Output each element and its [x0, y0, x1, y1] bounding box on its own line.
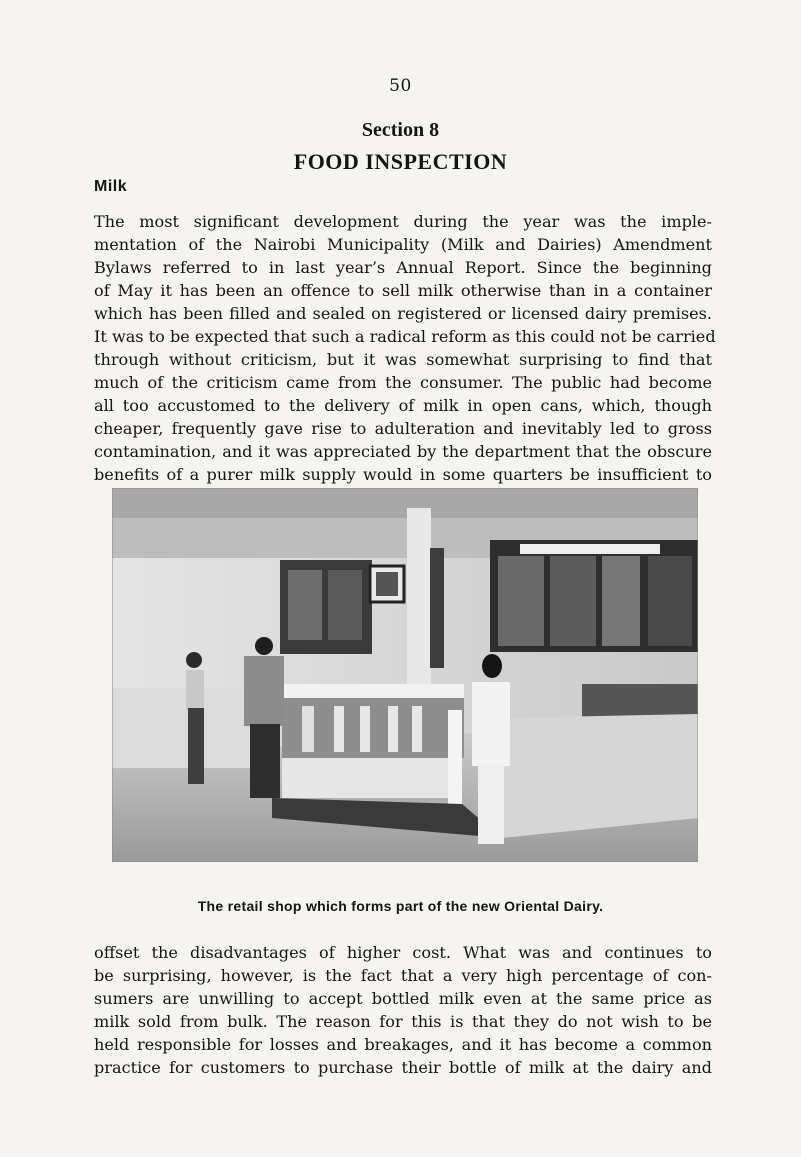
paragraph-line: be surprising, however, is the fact that a very high percentage of con- — [94, 966, 712, 985]
paragraph-line: through without criticism, but it was somewhat surprising to find that — [94, 350, 712, 369]
paragraph-line: of May it has been an offence to sell milk otherwise than in a container — [94, 281, 712, 300]
page-number: 50 — [389, 76, 412, 96]
body-paragraph-2 — [94, 941, 712, 1079]
dairy-shop-photo — [112, 488, 698, 862]
paragraph-line: milk sold from bulk. The reason for this is that they do not wish to be — [94, 1012, 712, 1031]
page-title: FOOD INSPECTION — [293, 149, 508, 174]
man-center-figure — [244, 637, 284, 798]
paragraph-line: sumers are unwilling to accept bottled milk even at the same price as — [94, 989, 712, 1008]
section-label: Section 8 — [361, 119, 440, 141]
paragraph-line: practice for customers to purchase their bottle of milk at the dairy and — [94, 1058, 712, 1077]
subheading-milk: Milk — [94, 178, 128, 195]
paragraph-line: held responsible for losses and breakages, and it has become a common — [94, 1035, 712, 1054]
paragraph-line: cheaper, frequently gave rise to adulteration and inevitably led to gross — [94, 419, 712, 438]
body-paragraph-1 — [94, 210, 716, 486]
paragraph-line: much of the criticism came from the consumer. The public had become — [94, 373, 712, 392]
paragraph-line: mentation of the Nairobi Municipality (Milk and Dairies) Amendment — [94, 235, 712, 254]
paragraph-line: all too accustomed to the delivery of milk in open cans, which, though — [94, 396, 712, 415]
paragraph-line: benefits of a purer milk supply would in some quarters be insufficient to — [94, 465, 712, 484]
man-left-figure — [186, 652, 204, 784]
paragraph-line: contamination, and it was appreciated by the department that the obscure — [94, 442, 712, 461]
paragraph-line: It was to be expected that such a radical reform as this could not be carried — [94, 327, 716, 346]
paragraph-line: Bylaws referred to in last year’s Annual Report. Since the beginning — [94, 258, 712, 277]
paragraph-line: which has been filled and sealed on registered or licensed dairy premises. — [94, 304, 712, 323]
paragraph-line: The most significant development during the year was the imple- — [94, 212, 712, 231]
paragraph-line: offset the disadvantages of higher cost. What was and continues to — [94, 943, 712, 962]
photo-caption: The retail shop which forms part of the new Oriental Dairy. — [197, 898, 604, 914]
